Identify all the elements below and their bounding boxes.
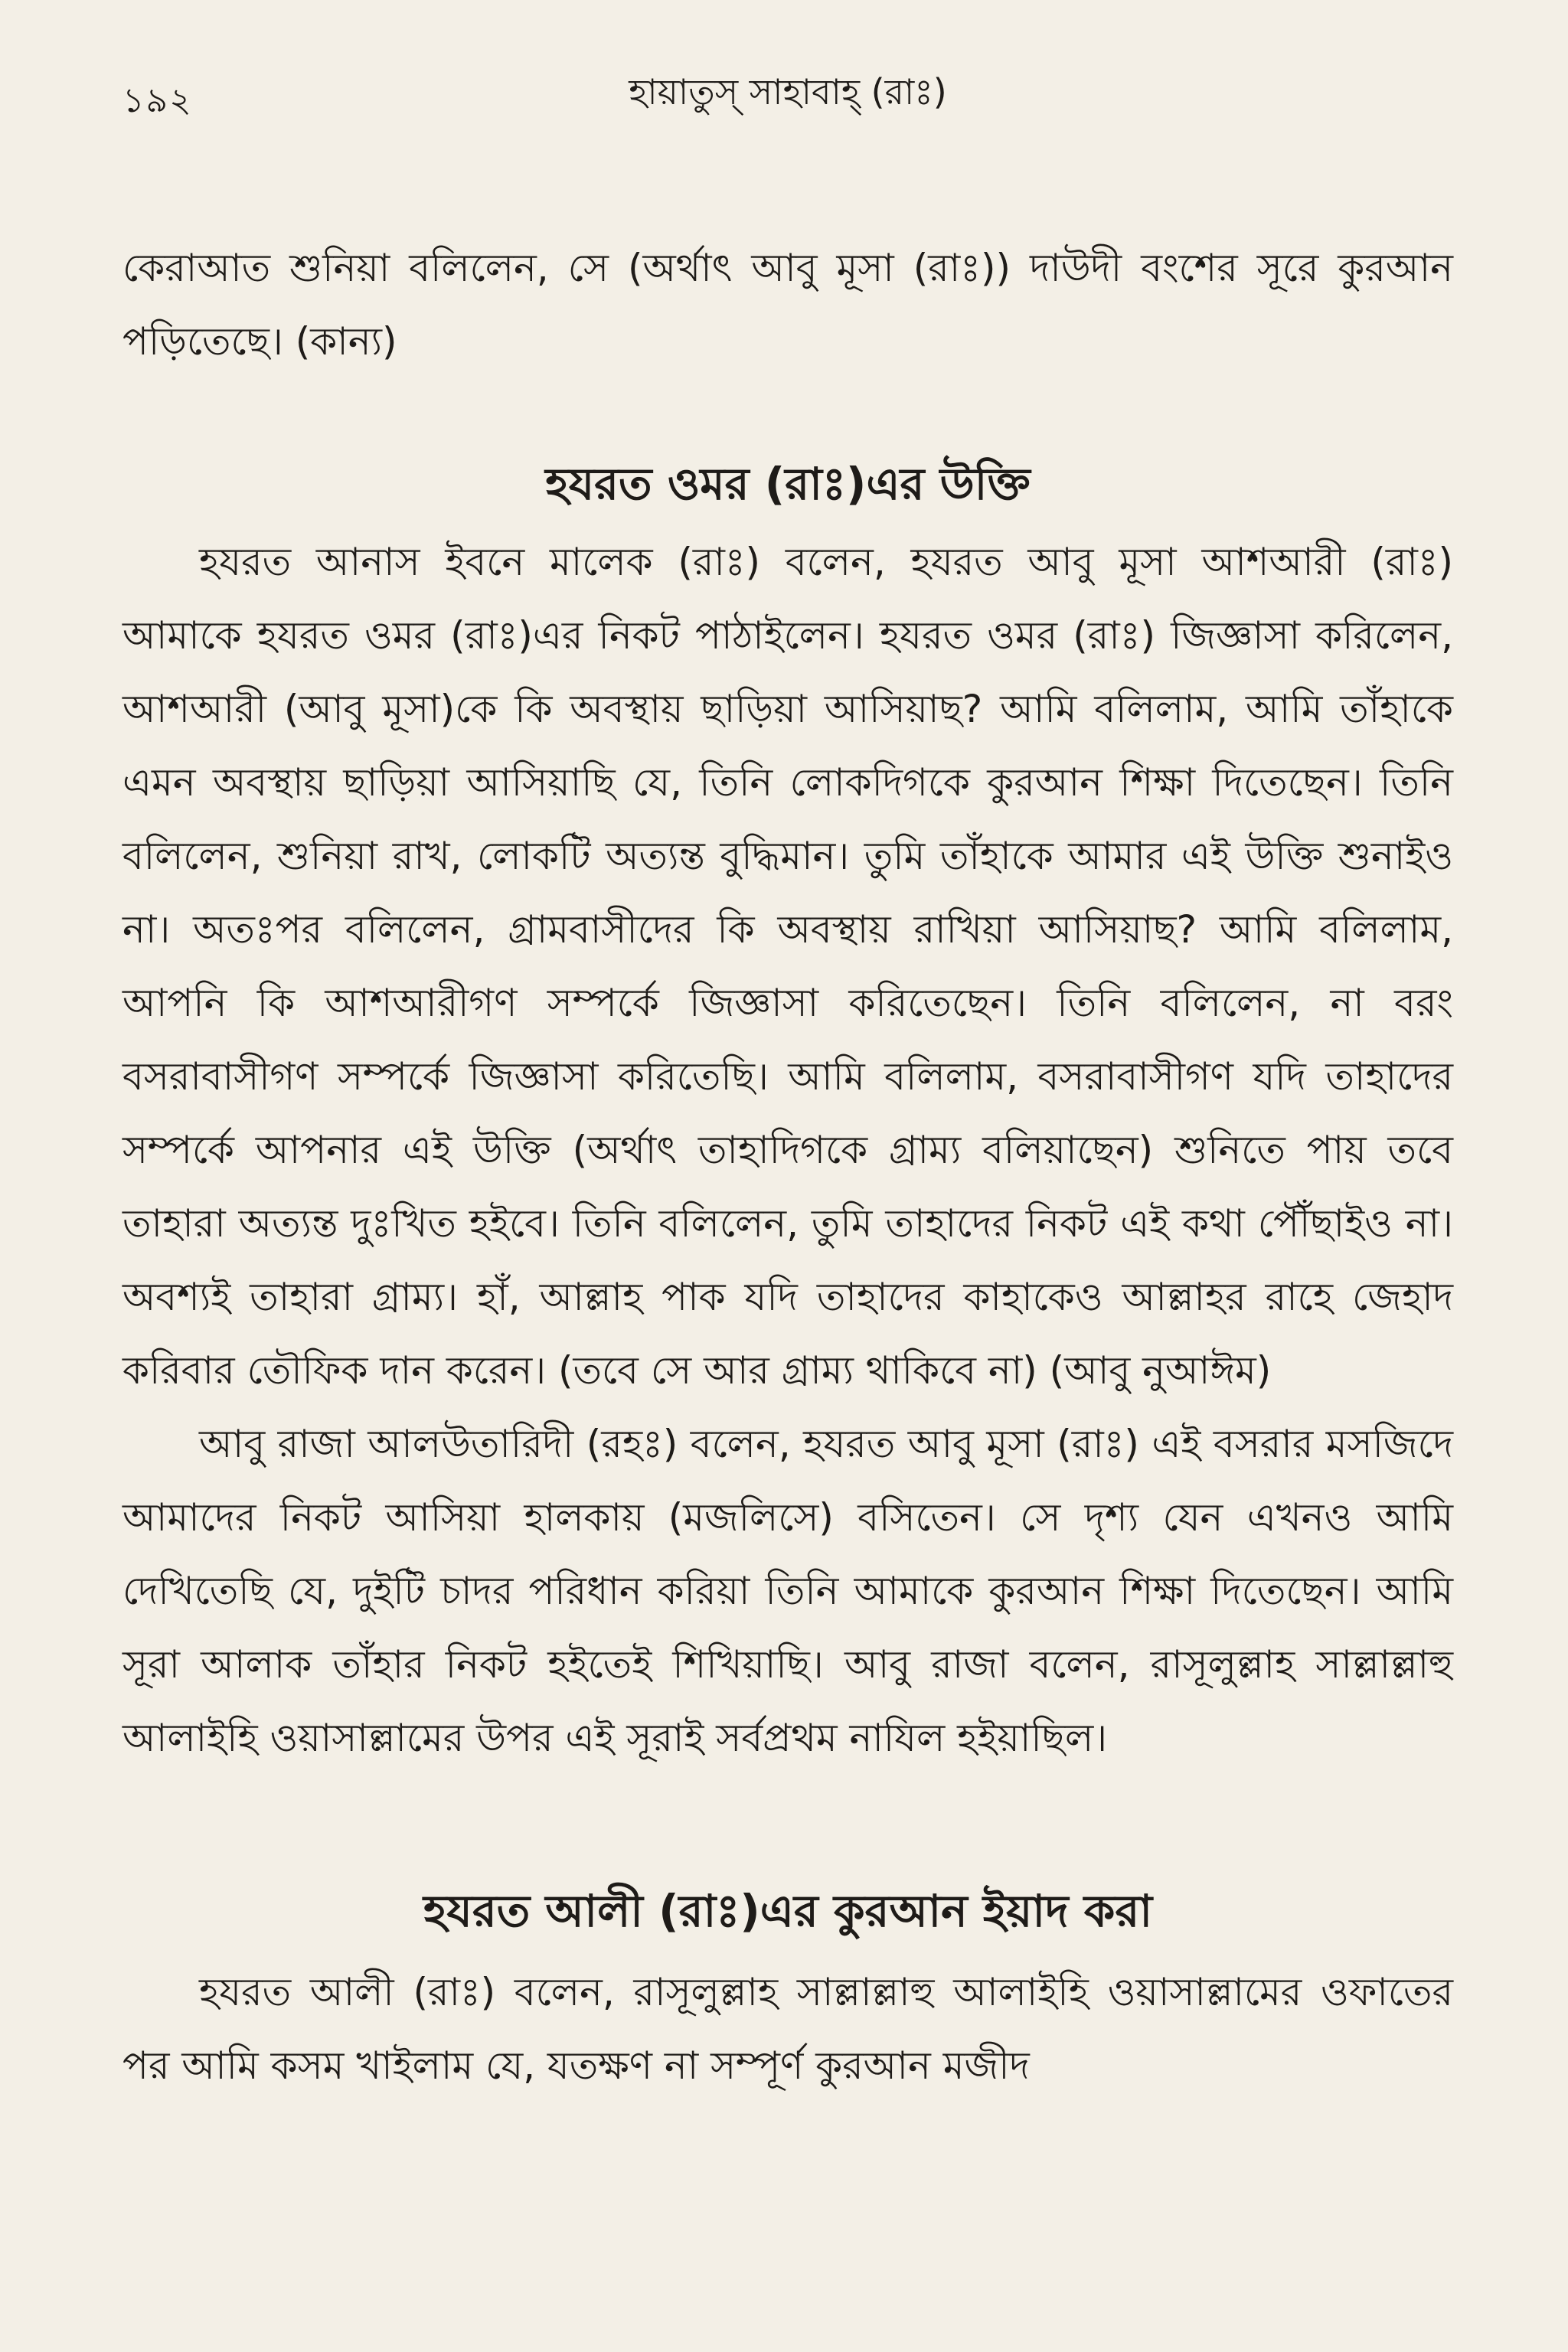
section-heading-ali: হযরত আলী (রাঃ)এর কুরআন ইয়াদ করা — [423, 1885, 1153, 1937]
book-title: হায়াতুস্ সাহাবাহ্ (রাঃ) — [629, 71, 947, 113]
page-number: ১৯২ — [122, 81, 193, 120]
paragraph-anas: হযরত আনাস ইবনে মালেক (রাঃ) বলেন, হযরত আবু মূসা আশআরী (রাঃ) আমাকে হযরত ওমর (রাঃ)এর নিকট পাঠাইলেন। হযরত ওমর (রাঃ) জিজ্ঞাসা করিলেন, আশআরী (আবু মূসা)কে কি অবস্থায় ছাড়িয়া আসিয়াছ? আমি বলিলাম, আমি তাঁহাকে এমন অবস্থায় ছাড়িয়া আসিয়াছি যে, তিনি লোকদিগকে কুরআন শিক্ষা দিতেছেন। তিনি বলিলেন, শুনিয়া রাখ, লোকটি অত্যন্ত বুদ্ধিমান। তুমি তাঁহাকে আমার এই উক্তি শুনাইও না। অতঃপর বলিলেন, গ্রামবাসীদের কি অবস্থায় রাখিয়া আসিয়াছ? আমি বলিলাম, আপনি কি আশআরীগণ সম্পর্কে জিজ্ঞাসা করিতেছেন। তিনি বলিলেন, না বরং বসরাবাসীগণ সম্পর্কে জিজ্ঞাসা করিতেছি। আমি বলিলাম, বসরাবাসীগণ যদি তাহাদের সম্পর্কে আপনার এই উক্তি (অর্থাৎ তাহাদিগকে গ্রাম্য বলিয়াছেন) শুনিতে পায় তবে তাহারা অত্যন্ত দুঃখিত হইবে। তিনি বলিলেন, তুমি তাহাদের নিকট এই কথা পৌঁছাইও না। অবশ্যই তাহারা গ্রাম্য। হাঁ, আল্লাহ পাক যদি তাহাদের কাহাকেও আল্লাহর রাহে জেহাদ করিবার তৌফিক দান করেন। (তবে সে আর গ্রাম্য থাকিবে না) (আবু নুআঈম) — [122, 540, 1453, 1393]
paragraph-ali: হযরত আলী (রাঃ) বলেন, রাসূলুল্লাহ সাল্লাল্লাহু আলাইহি ওয়াসাল্লামের ওফাতের পর আমি কসম খাইলাম যে, যতক্ষণ না সম্পূর্ণ কুরআন মজীদ — [122, 1970, 1453, 2088]
paragraph-abu-raja: আবু রাজা আলউতারিদী (রহঃ) বলেন, হযরত আবু মূসা (রাঃ) এই বসরার মসজিদে আমাদের নিকট আসিয়া হালকায় (মজলিসে) বসিতেন। সে দৃশ্য যেন এখনও আমি দেখিতেছি যে, দুইটি চাদর পরিধান করিয়া তিনি আমাকে কুরআন শিক্ষা দিতেছেন। আমি সূরা আলাক তাঁহার নিকট হইতেই শিখিয়াছি। আবু রাজা বলেন, রাসূলুল্লাহ সাল্লাল্লাহু আলাইহি ওয়াসাল্লামের উপর এই সূরাই সর্বপ্রথম নাযিল হইয়াছিল। — [122, 1422, 1453, 1760]
section-heading-omar: হযরত ওমর (রাঃ)এর উক্তি — [545, 458, 1031, 510]
continuation-paragraph: কেরাআত শুনিয়া বলিলেন, সে (অর্থাৎ আবু মূসা (রাঃ)) দাউদী বংশের সূরে কুরআন পড়িতেছে। (কান্য) — [122, 246, 1453, 364]
running-header — [122, 61, 1453, 145]
